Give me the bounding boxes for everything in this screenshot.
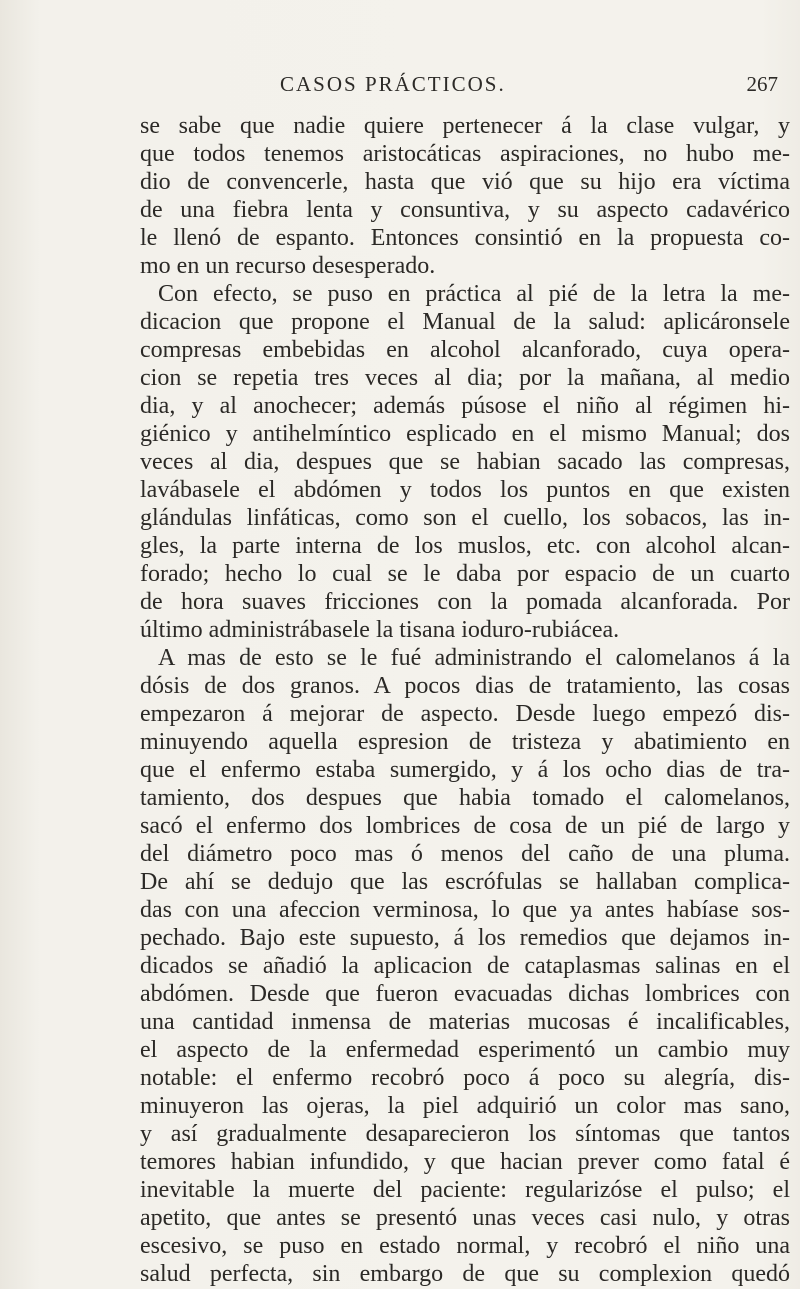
text-line: minuyendo aquella espresion de tristeza y abatimiento en <box>140 729 790 755</box>
text-line: veces al dia, despues que se habian sacado las compresas, <box>140 449 790 475</box>
text-line: de una fiebra lenta y consuntiva, y su aspecto cadavérico <box>140 197 790 223</box>
text-line: sacó el enfermo dos lombrices de cosa de un pié de largo y <box>140 813 790 839</box>
text-line: dio de convencerle, hasta que vió que su hijo era víctima <box>140 169 790 195</box>
text-line: das con una afeccion verminosa, lo que ya antes habíase sos- <box>140 897 790 923</box>
text-line: escesivo, se puso en estado normal, y recobró el niño una <box>140 1233 790 1259</box>
text-line: Con efecto, se puso en práctica al pié de la letra la me- <box>158 281 790 307</box>
text-line: apetito, que antes se presentó unas veces casi nulo, y otras <box>140 1205 790 1231</box>
running-head <box>150 72 790 102</box>
text-line: gles, la parte interna de los muslos, etc. con alcohol alcan- <box>140 533 790 559</box>
text-line: dicados se añadió la aplicacion de cataplasmas salinas en el <box>140 953 790 979</box>
text-line: que todos tenemos aristocáticas aspiraciones, no hubo me- <box>140 141 790 167</box>
text-line: compresas embebidas en alcohol alcanforado, cuya opera- <box>140 337 790 363</box>
text-line: De ahí se dedujo que las escrófulas se hallaban complica- <box>140 869 790 895</box>
text-line: que el enfermo estaba sumergido, y á los ocho dias de tra- <box>140 757 790 783</box>
text-line: temores habian infundido, y que hacian prever como fatal é <box>140 1149 790 1175</box>
text-line: último administrábasele la tisana ioduro-rubiácea. <box>140 617 620 643</box>
text-line: tamiento, dos despues que habia tomado el calomelanos, <box>140 785 790 811</box>
text-line: minuyeron las ojeras, la piel adquirió un color mas sano, <box>140 1093 790 1119</box>
text-line: del diámetro poco mas ó menos del caño de una pluma. <box>140 841 790 867</box>
text-line: pechado. Bajo este supuesto, á los remedios que dejamos in- <box>140 925 790 951</box>
text-line: lavábasele el abdómen y todos los puntos en que existen <box>140 477 790 503</box>
text-line: y así gradualmente desaparecieron los síntomas que tantos <box>140 1121 790 1147</box>
text-line: empezaron á mejorar de aspecto. Desde luego empezó dis- <box>140 701 790 727</box>
text-line: se sabe que nadie quiere pertenecer á la clase vulgar, y <box>140 113 790 139</box>
text-line: forado; hecho lo cual se le daba por espacio de un cuarto <box>140 561 790 587</box>
page-number: 267 <box>746 72 778 96</box>
text-line: dia, y al anochecer; además púsose el niño al régimen hi- <box>140 393 790 419</box>
running-title: CASOS PRÁCTICOS. <box>280 72 506 96</box>
text-line: el aspecto de la enfermedad esperimentó un cambio muy <box>140 1037 790 1063</box>
text-line: una cantidad inmensa de materias mucosas é incalificables, <box>140 1009 790 1035</box>
text-line: de hora suaves fricciones con la pomada alcanforada. Por <box>140 589 790 615</box>
text-line: salud perfecta, sin embargo de que su complexion quedó <box>140 1261 790 1287</box>
text-line: giénico y antihelmíntico esplicado en el mismo Manual; dos <box>140 421 790 447</box>
text-line: inevitable la muerte del paciente: regularizóse el pulso; el <box>140 1177 790 1203</box>
text-line: notable: el enfermo recobró poco á poco su alegría, dis- <box>140 1065 790 1091</box>
text-line: dósis de dos granos. A pocos dias de tratamiento, las cosas <box>140 673 790 699</box>
text-line: A mas de esto se le fué administrando el calomelanos á la <box>158 645 790 671</box>
text-line: glándulas linfáticas, como son el cuello, los sobacos, las in- <box>140 505 790 531</box>
text-line: abdómen. Desde que fueron evacuadas dichas lombrices con <box>140 981 790 1007</box>
text-line: le llenó de espanto. Entonces consintió en la propuesta co- <box>140 225 790 251</box>
body-text <box>140 112 790 1288</box>
text-line: dicacion que propone el Manual de la salud: aplicáronsele <box>140 309 790 335</box>
text-line: mo en un recurso desesperado. <box>140 253 436 279</box>
text-line: cion se repetia tres veces al dia; por la mañana, al medio <box>140 365 790 391</box>
